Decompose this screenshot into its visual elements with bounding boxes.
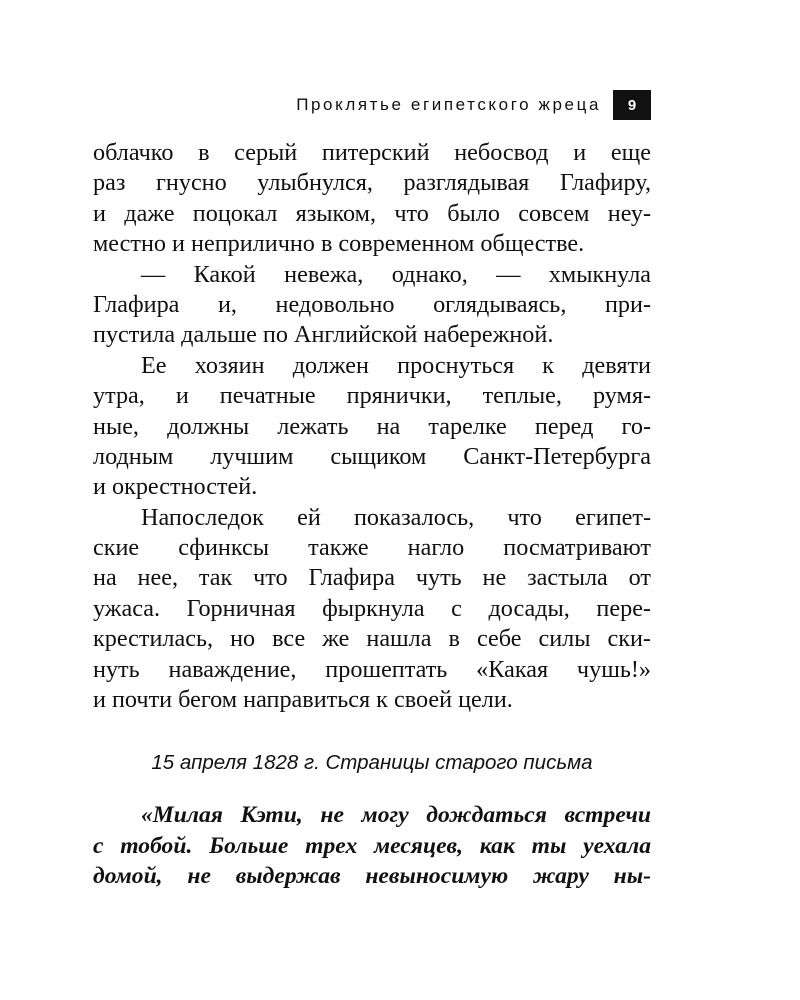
text-line: Ее хозяин должен проснуться к девяти <box>141 351 651 379</box>
text-line: крестилась, но все же нашла в себе силы ски- <box>93 625 651 653</box>
letter-line: с тобой. Больше трех месяцев, как ты уехала <box>93 832 651 859</box>
text-line: ные, должны лежать на тарелке перед го- <box>93 412 651 440</box>
text-line: — Какой невежа, однако, — хмыкнула <box>141 260 651 288</box>
text-line: и даже поцокал языком, что было совсем неу- <box>93 199 651 227</box>
text-line: утра, и печатные прянички, теплые, румя- <box>93 382 651 410</box>
text-line: ские сфинксы также нагло посматривают <box>93 534 651 562</box>
text-line: раз гнусно улыбнулся, разглядывая Глафиру, <box>93 169 651 197</box>
text-line: облачко в серый питерский небосвод и еще <box>93 139 651 166</box>
letter-line: домой, не выдержав невыносимую жару ны- <box>93 863 651 890</box>
text-line: ужаса. Горничная фыркнула с досады, пере- <box>93 594 651 622</box>
running-title: Проклятье египетского жреца <box>296 95 601 114</box>
text-line: на нее, так что Глафира чуть не застыла от <box>93 564 651 592</box>
text-line: пустила дальше по Английской набережной. <box>93 321 554 349</box>
running-header <box>95 90 651 120</box>
text-line: и почти бегом направиться к своей цели. <box>93 686 513 714</box>
text-line: лодным лучшим сыщиком Санкт-Петербурга <box>93 442 651 470</box>
text-line: и окрестностей. <box>93 473 258 501</box>
text-line: местно и неприлично в современном обществе. <box>93 230 585 258</box>
section-heading: 15 апреля 1828 г. Страницы старого письма <box>151 751 593 774</box>
letter-text <box>93 800 651 892</box>
page-number: 9 <box>613 90 651 120</box>
text-line: Глафира и, недовольно оглядываясь, при- <box>93 290 651 318</box>
text-line: нуть наваждение, прошептать «Какая чушь!» <box>93 655 651 683</box>
body-text <box>93 138 651 715</box>
text-line: Напоследок ей показалось, что египет- <box>141 503 651 531</box>
letter-line: «Милая Кэти, не могу дождаться встречи <box>141 802 651 828</box>
